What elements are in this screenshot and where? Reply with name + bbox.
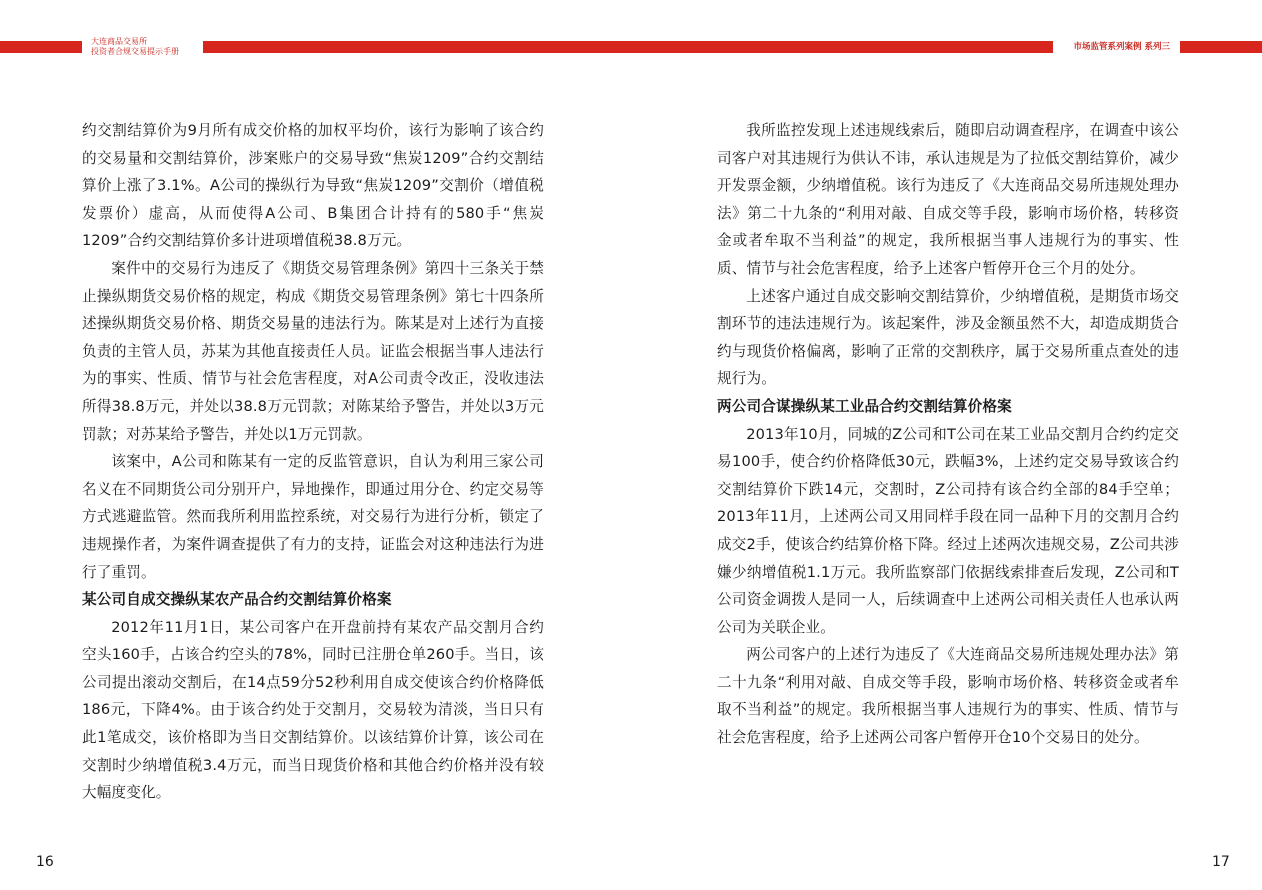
paragraph: 2012年11月1日，某公司客户在开盘前持有某农产品交割月合约空头160手，占该合约空头的78%，同时已注册仓单260手。当日，该公司提出滚动交割后，在14点59分52秒利用自成交使该合约价格降低186元，下降4%。由于该合约处于交割月，交易较为清淡，当日只有此1笔成交，该价格即为当日交割结算价。以该结算价计算，该公司在交割时少纳增值税3.4万元，而当日现货价格和其他合约价格并没有较大幅度变化。: [82, 618, 544, 802]
header-bar-right-stub: [1180, 41, 1262, 53]
page-number-left: 16: [36, 854, 54, 870]
section-heading: 某公司自成交操纵某农产品合约交割结算价格案: [82, 591, 392, 609]
paragraph: 该案中，A公司和陈某有一定的反监管意识，自认为利用三家公司名义在不同期货公司分别开户，异地操作，即通过用分仓、约定交易等方式逃避监管。然而我所利用监控系统，对交易行为进行分析，锁定了违规操作者，为案件调查提供了有力的支持，证监会对这种违法行为进行了重罚。: [82, 453, 544, 581]
paragraph: 约交割结算价为9月所有成交价格的加权平均价，该行为影响了该合约的交易量和交割结算价，涉案账户的交易导致“焦炭1209”合约交割结算价上涨了3.1%。A公司的操纵行为导致“焦炭1209”交割价（增值税发票价）虚高，从而使得A公司、B集团合计持有的580手“焦炭1209”合约交割结算价多计进项增值税38.8万元。: [82, 122, 544, 250]
header-bar-main: [203, 41, 1053, 53]
paragraph: 两公司客户的上述行为违反了《大连商品交易所违规处理办法》第二十九条“利用对敲、自成交等手段，影响市场价格、转移资金或者牟取不当利益”的规定。我所根据当事人违规行为的事实、性质、情节与社会危害程度，给予上述两公司客户暂停开仓10个交易日的处分。: [717, 646, 1179, 747]
section-heading: 两公司合谋操纵某工业品合约交割结算价格案: [717, 397, 1012, 415]
right-page-body: [717, 117, 1179, 752]
paragraph: 上述客户通过自成交影响交割结算价，少纳增值税，是期货市场交割环节的违法违规行为。该起案件，涉及金额虽然不大，却造成期货合约与现货价格偏离，影响了正常的交割秩序，属于交易所重点查处的违规行为。: [717, 287, 1179, 388]
org-name: 大连商品交易所: [91, 37, 147, 46]
book-title: 投资者合规交易提示手册: [91, 47, 179, 56]
paragraph: 我所监控发现上述违规线索后，随即启动调查程序，在调查中该公司客户对其违规行为供认不讳，承认违规是为了拉低交割结算价，减少开发票金额，少纳增值税。该行为违反了《大连商品交易所违规处理办法》第二十九条的“利用对敲、自成交等手段，影响市场价格，转移资金或者牟取不当利益”的规定，我所根据当事人违规行为的事实、性质、情节与社会危害程度，给予上述客户暂停开仓三个月的处分。: [717, 122, 1179, 277]
page-number-right: 17: [1212, 854, 1230, 870]
paragraph: 2013年10月，同城的Z公司和T公司在某工业品交割月合约约定交易100手，使合约价格降低30元，跌幅3%，上述约定交易导致该合约交割结算价下跌14元，交割时，Z公司持有该合约全部的84手空单；2013年11月，上述两公司又用同样手段在同一品种下月的交割月合约成交2手，使该合约结算价格下降。经过上述两次违规交易，Z公司共涉嫌少纳增值税1.1万元。我所监察部门依据线索排查后发现，Z公司和T公司资金调拨人是同一人，后续调查中上述两公司相关责任人也承认两公司为关联企业。: [717, 425, 1179, 636]
header-left-text: [91, 37, 179, 57]
paragraph: 案件中的交易行为违反了《期货交易管理条例》第四十三条关于禁止操纵期货交易价格的规定，构成《期货交易管理条例》第七十四条所述操纵期货交易价格、期货交易量的违法行为。陈某是对上述行为直接负责的主管人员，苏某为其他直接责任人员。证监会根据当事人违法行为的事实、性质、情节与社会危害程度，对A公司责令改正，没收违法所得38.8万元，并处以38.8万元罚款；对陈某给予警告，并处以3万元罚款；对苏某给予警告，并处以1万元罚款。: [82, 259, 544, 443]
series-title: 市场监管系列案例 系列三: [1073, 42, 1170, 52]
left-page-body: [82, 117, 544, 807]
header-bar-left-stub: [0, 41, 82, 53]
